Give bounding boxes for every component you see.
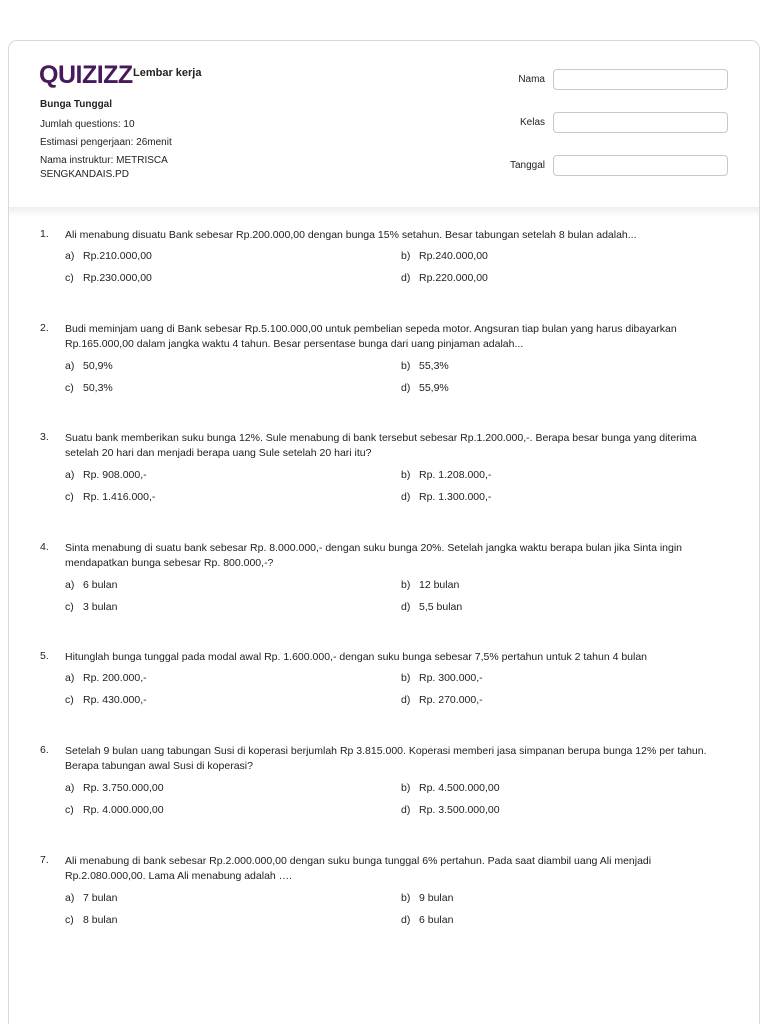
answer-option[interactable] [401, 579, 459, 591]
option-text: Rp. 3.750.000,00 [83, 782, 164, 794]
option-letter: b) [401, 782, 411, 794]
option-text: Rp.230.000,00 [83, 272, 152, 284]
option-letter: a) [65, 892, 75, 904]
answer-option[interactable] [401, 491, 491, 503]
option-letter: d) [401, 914, 411, 926]
answer-option[interactable] [401, 360, 449, 372]
question-number: 1. [40, 228, 49, 240]
option-text: Rp. 270.000,- [419, 694, 483, 706]
question-number: 3. [40, 431, 49, 443]
answer-option[interactable] [401, 694, 483, 706]
question-text: Setelah 9 bulan uang tabungan Susi di koperasi berjumlah Rp 3.815.000. Koperasi memberi jasa simpanan berupa bunga 12% per tahun. Berapa tabungan awal Susi di koperasi? [65, 745, 707, 772]
header-divider [9, 207, 759, 217]
question-number: 5. [40, 650, 49, 662]
worksheet-page [8, 40, 760, 1024]
answer-option[interactable] [401, 914, 453, 926]
option-letter: b) [401, 579, 411, 591]
option-letter: c) [65, 491, 74, 503]
answer-option[interactable] [65, 892, 117, 904]
option-letter: c) [65, 382, 74, 394]
option-text: Rp. 908.000,- [83, 469, 147, 481]
answer-option[interactable] [65, 360, 113, 372]
option-text: Rp.240.000,00 [419, 250, 488, 262]
option-text: Rp. 4.000.000,00 [83, 804, 164, 816]
answer-option[interactable] [65, 469, 147, 481]
option-text: Rp. 430.000,- [83, 694, 147, 706]
answer-option[interactable] [401, 892, 453, 904]
question-number: 2. [40, 322, 49, 334]
option-text: 50,9% [83, 360, 113, 372]
answer-option[interactable] [401, 250, 488, 262]
option-text: 7 bulan [83, 892, 118, 904]
answer-option[interactable] [65, 804, 164, 816]
answer-option[interactable] [65, 579, 117, 591]
answer-option[interactable] [65, 694, 147, 706]
answer-option[interactable] [65, 250, 152, 262]
option-letter: c) [65, 804, 74, 816]
question-number: 4. [40, 541, 49, 553]
option-text: 8 bulan [83, 914, 118, 926]
question-text: Ali menabung disuatu Bank sebesar Rp.200.000,00 dengan bunga 15% setahun. Besar tabungan setelah 8 bulan adalah... [65, 229, 637, 241]
question-text: Budi meminjam uang di Bank sebesar Rp.5.100.000,00 untuk pembelian sepeda motor. Angsuran tiap bulan yang harus dibayarkan Rp.165.000,00 dalam jangka waktu 4 tahun. Besar persentase bunga dari uang pinjaman adalah... [65, 323, 677, 350]
date-label: Tanggal [509, 160, 545, 171]
option-text: 5,5 bulan [419, 601, 463, 613]
answer-option[interactable] [401, 469, 491, 481]
option-letter: c) [65, 694, 74, 706]
option-text: 55,9% [419, 382, 449, 394]
option-text: 50,3% [83, 382, 113, 394]
answer-option[interactable] [401, 782, 500, 794]
option-text: Rp. 1.208.000,- [419, 469, 492, 481]
option-text: Rp. 300.000,- [419, 672, 483, 684]
option-letter: a) [65, 782, 75, 794]
answer-option[interactable] [65, 914, 117, 926]
option-letter: b) [401, 469, 411, 481]
option-text: 9 bulan [419, 892, 454, 904]
option-text: Rp.210.000,00 [83, 250, 152, 262]
option-letter: d) [401, 272, 411, 284]
option-text: 6 bulan [83, 579, 118, 591]
option-letter: b) [401, 892, 411, 904]
option-letter: a) [65, 672, 75, 684]
option-letter: d) [401, 491, 411, 503]
time-estimate: Estimasi pengerjaan: 26menit [40, 137, 172, 148]
option-letter: c) [65, 601, 74, 613]
date-field[interactable] [553, 155, 728, 176]
option-text: Rp. 4.500.000,00 [419, 782, 500, 794]
option-letter: c) [65, 914, 74, 926]
answer-option[interactable] [65, 491, 155, 503]
option-letter: d) [401, 694, 411, 706]
option-text: Rp.220.000,00 [419, 272, 488, 284]
answer-option[interactable] [401, 804, 500, 816]
answer-option[interactable] [401, 382, 449, 394]
option-text: Rp. 3.500.000,00 [419, 804, 500, 816]
option-text: Rp. 1.300.000,- [419, 491, 492, 503]
option-text: Rp. 1.416.000,- [83, 491, 156, 503]
answer-option[interactable] [65, 601, 117, 613]
answer-option[interactable] [65, 272, 152, 284]
option-letter: b) [401, 250, 411, 262]
option-letter: c) [65, 272, 74, 284]
class-field[interactable] [553, 112, 728, 133]
answer-option[interactable] [401, 672, 483, 684]
option-text: 55,3% [419, 360, 449, 372]
option-letter: b) [401, 360, 411, 372]
class-label: Kelas [519, 117, 545, 128]
name-label: Nama [518, 74, 545, 85]
option-text: Rp. 200.000,- [83, 672, 147, 684]
answer-option[interactable] [401, 601, 462, 613]
worksheet-title: Bunga Tunggal [40, 99, 113, 110]
option-letter: b) [401, 672, 411, 684]
option-text: 3 bulan [83, 601, 118, 613]
question-number: 6. [40, 744, 49, 756]
quizizz-logo: QUIZIZZ [39, 61, 133, 89]
question-text: Suatu bank memberikan suku bunga 12%. Sule menabung di bank tersebut sebesar Rp.1.200.000,-. Berapa besar bunga yang diterima setelah 20 hari dan menjadi berapa uang Sule setelah 20 hari itu? [65, 432, 697, 459]
question-text: Sinta menabung di suatu bank sebesar Rp. 8.000.000,- dengan suku bunga 20%. Setelah jangka waktu berapa bulan jika Sinta ingin mendapatkan bunga sebesar Rp. 800.000,-? [65, 542, 683, 569]
worksheet-type-label: Lembar kerja [133, 67, 202, 79]
option-letter: a) [65, 469, 75, 481]
option-letter: a) [65, 360, 75, 372]
answer-option[interactable] [401, 272, 488, 284]
answer-option[interactable] [65, 382, 113, 394]
option-letter: d) [401, 382, 411, 394]
option-letter: a) [65, 579, 75, 591]
name-field[interactable] [553, 69, 728, 90]
instructor-name: Nama instruktur: METRISCA SENGKANDAIS.PD [40, 155, 168, 180]
question-count: Jumlah questions: 10 [40, 119, 135, 130]
option-letter: a) [65, 250, 75, 262]
answer-option[interactable] [65, 672, 147, 684]
question-text: Ali menabung di bank sebesar Rp.2.000.000,00 dengan suku bunga tunggal 6% pertahun. Pada saat diambil uang Ali menjadi Rp.2.080.000,00. Lama Ali menabung adalah …. [65, 855, 652, 882]
option-text: 6 bulan [419, 914, 454, 926]
option-letter: d) [401, 804, 411, 816]
question-text: Hitunglah bunga tunggal pada modal awal Rp. 1.600.000,- dengan suku bunga sebesar 7,5% pertahun untuk 2 tahun 4 bulan [65, 651, 648, 663]
option-text: 12 bulan [419, 579, 460, 591]
question-number: 7. [40, 854, 49, 866]
option-letter: d) [401, 601, 411, 613]
answer-option[interactable] [65, 782, 164, 794]
worksheet-header [9, 41, 759, 208]
